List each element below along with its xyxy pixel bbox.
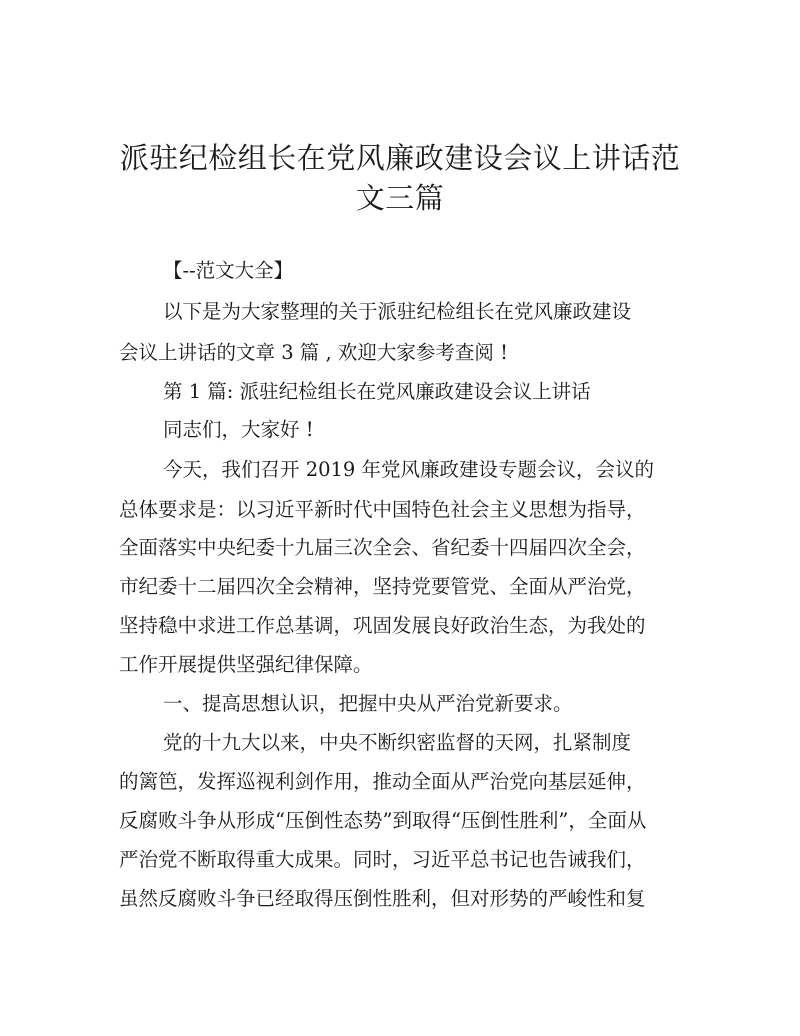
greeting-text: 同志们，大家好 ! — [163, 418, 314, 441]
title-line-2: 文三篇 — [355, 181, 445, 215]
source-tag: 【--范文大全】 — [163, 259, 294, 282]
title-line-1: 派驻纪检组长在党风廉政建设会议上讲话范 — [119, 141, 681, 175]
paragraph-2-line-1: 党的十九大以来，中央不断织密监督的天网，扎紧制度 — [163, 731, 632, 754]
paragraph-1-line-5: 坚持稳中求进工作总基调，巩固发展良好政治生态，为我处的 — [119, 614, 646, 637]
paragraph-1-line-6: 工作开展提供坚强纪律保障。 — [119, 653, 373, 676]
paragraph-1-line-2: 总体要求是：以习近平新时代中国特色社会主义思想为指导， — [119, 498, 646, 521]
paragraph-2-line-5: 虽然反腐败斗争已经取得压倒性胜利，但对形势的严峻性和复 — [119, 887, 646, 910]
section-1-heading: 一、提高思想认识，把握中央从严治党新要求。 — [163, 692, 573, 715]
intro-line-1: 以下是为大家整理的关于派驻纪检组长在党风廉政建设 — [163, 300, 632, 323]
paragraph-2-line-3: 反腐败斗争从形成“压倒性态势”到取得“压倒性胜利”，全面从 — [119, 809, 647, 832]
document-title — [100, 138, 700, 218]
intro-line-2: 会议上讲话的文章 3 篇 , 欢迎大家参考查阅 ! — [119, 341, 508, 364]
paragraph-1-line-3: 全面落实中央纪委十九届三次全会、省纪委十四届四次全会， — [119, 536, 646, 559]
paragraph-2-line-2: 的篱笆，发挥巡视利剑作用，推动全面从严治党向基层延伸， — [119, 770, 646, 793]
paragraph-2-line-4: 严治党不断取得重大成果。同时，习近平总书记也告诫我们， — [119, 848, 646, 871]
article-heading: 第 1 篇: 派驻纪检组长在党风廉政建设会议上讲话 — [163, 380, 591, 403]
paragraph-1-line-4: 市纪委十二届四次全会精神，坚持党要管党、全面从严治党， — [119, 575, 646, 598]
paragraph-1-line-1: 今天，我们召开 2019 年党风廉政建设专题会议，会议的 — [163, 458, 655, 481]
